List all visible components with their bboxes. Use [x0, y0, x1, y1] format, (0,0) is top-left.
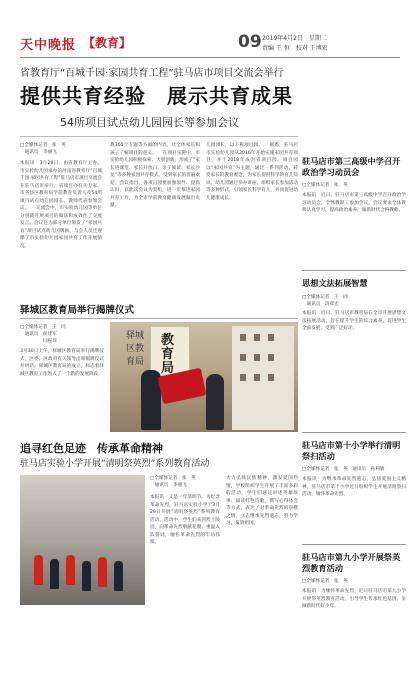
sidebar-byline-3: □全媒体记者 张 英 通讯员 孙利敏: [302, 467, 385, 472]
calligraphy-plaque: 驿城区教育局: [126, 331, 145, 367]
office-sign-text: 教育局: [161, 333, 175, 376]
sidebar-divider: [302, 432, 406, 433]
lead-headline: 提供共育经验 展示共育成果: [20, 84, 293, 108]
lead-subheadline: 54所项目试点幼儿园园长等参加会议: [60, 116, 239, 129]
section3-column-1: 本报讯 又是一年清明节。为纪念革命先烈，驻马店实验小学于3月29日开展“清明祭英烈”系列教育活动。活动中，学生们来到烈士陵园，向革命先烈敬献花圈，重温入队誓词，缅怀革命先烈的丰功伟绩。: [150, 495, 220, 545]
sidebar-headline-1: 驻马店市第三高级中学召开政治学习动员会: [302, 156, 401, 177]
sidebar-divider: [302, 270, 406, 271]
student-figure: [34, 555, 43, 585]
section3-headline: 追寻红色足迹 传承革命精神: [20, 442, 163, 455]
section2-byline: □全媒体记者 王 同 通讯员 侯建军 闫振琼: [20, 325, 66, 344]
building-background: [232, 326, 294, 430]
lead-kicker: 省教育厅“百城千园·家园共育工程”驻马店市项目交流会举行: [20, 68, 284, 79]
lead-column-1: 本报讯 3月28日，由省教育厅主办、市实验幼儿园承办的河南省教育厅“百城千园·家园共育工程”驻马店市项目交流会在驻马店市举行，省项目办有关专家、市各县区教育局学前教育负责人及54所项目试点幼儿园园长、教师代表参加会议。 交流会中，市实验幼儿园等单位分别就开展项目的做法和成效作了交流发言。会议还为部分单位颁发了“家园共育”项目试点幼儿园牌匾，与会人员还观摩了市实验幼儿园家园共育工作开展情况。: [20, 161, 102, 249]
section3-subheadline: 驻马店实验小学开展“清明祭英烈”系列教育活动: [20, 459, 210, 469]
sidebar-body-1: 本报讯 近日，驻马店市第三高级中学召开政治学习动员会，全体教职工参加会议。会议要求全体教师认真学习，提高政治素养，做新时代合格教师。: [302, 193, 406, 213]
student-figure: [66, 555, 75, 585]
ceremony-photo: [20, 475, 145, 605]
window: [240, 374, 246, 381]
window: [240, 334, 246, 341]
window: [240, 354, 246, 361]
sidebar-byline-1: □全媒体记者 张 英: [302, 183, 348, 188]
sidebar-body-2: 本报讯 近日，驻马店市教育局在全市开展思想文法拓展活动，旨在提升学生的综合素养，促进学生全面发展，受到广泛好评。: [302, 311, 406, 331]
section3-column-2: 大力弘扬民族精神，激发爱国热情，学校组织学生开展了丰富多彩的活动。学生们通过讲述英雄故事、诵读红色诗歌、撰写心得体会等方式，表达了对革命先烈的崇敬之情，立志继承先烈遗志，努力学习，报效祖国。: [226, 476, 298, 526]
sidebar-headline-3: 驻马店市第十小学举行清明祭扫活动: [302, 440, 401, 461]
section-tag: 【教育】: [83, 36, 132, 50]
news-sidebar: [302, 150, 406, 670]
section2-divider: [20, 318, 298, 319]
sidebar-body-3: 本报讯 为继承革命先烈遗志，弘扬爱国主义精神，驻马店市第十小学近日组织学生开展清明祭扫活动，缅怀革命先烈。: [302, 477, 406, 497]
section3-byline: □全媒体记者 张 英 通讯员 李丽飞: [150, 476, 196, 488]
lead-column-3: 儿园园长，以下称项目园。 据悉，驻马店市实验幼儿园从2016年开始实施家园共育项目，并于2018年成为省项目园。项目园以“家园共育”为主题，通过一系列活动，转变家长的教育观念，为家长提供科学的育儿知识。幼儿园通过举办讲座、组织家长参加活动等多种形式，引领家长科学育儿，共同促进幼儿健康成长。: [206, 143, 298, 201]
issue-date: 2019年4月2日 星期二: [262, 35, 327, 42]
lead-byline: □全媒体记者 张 英 通讯员 李丽飞: [20, 143, 66, 155]
official-figure: [206, 374, 224, 430]
section2-headline: 驿城区教育局举行揭牌仪式: [20, 305, 135, 316]
window: [268, 334, 274, 341]
student-figure: [98, 557, 107, 587]
masthead: [0, 0, 415, 60]
window: [254, 374, 260, 381]
lead-divider: [20, 136, 298, 137]
window: [268, 374, 274, 381]
newspaper-logo: 天中晚报: [20, 38, 77, 53]
sidebar-byline-4: □全媒体记者 张 英: [302, 579, 348, 584]
sidebar-divider: [302, 544, 406, 545]
editor-credits: 责编 王 恒 校对 王博宏: [262, 45, 328, 52]
student-figure: [114, 561, 123, 591]
student-figure: [50, 559, 59, 589]
window: [254, 354, 260, 361]
lead-column-2: 教365个专题等方面的内容，让全体家长和孩子了解项目的意义。 在项目实施中，市实验幼儿园积极探索、大胆创新，形成了“家长进课堂、家长开放日、亲子阅读、家长沙龙”等多种家园共育模式，受到家长的普遍欢迎。会议指出，各项目园要加强领导、提高认识，以此次会议为契机，进一步推进家园共育工作，为全市学前教育健康发展做出贡献。: [110, 143, 200, 208]
window: [268, 354, 274, 361]
sidebar-body-4: 本报讯 为缅怀革命先烈，近日驻马店市第九小学开展祭英烈教育活动，引导学生传承红色基因，争做新时代好少年。: [302, 589, 406, 609]
sidebar-headline-4: 驻马店市第九小学开展祭英烈教育活动: [302, 552, 401, 573]
window: [254, 334, 260, 341]
student-figure: [82, 561, 91, 591]
sidebar-byline-2: □全媒体记者 王 同 通讯员 段郑宏: [302, 295, 348, 307]
sidebar-headline-2: 思想文法拓展智慧: [302, 278, 368, 288]
section2-body: 3月30日上午，驿城区教育局举行揭牌仪式，区委、区政府有关领导出席揭牌仪式并讲话。驿城区教育局的成立，标志着驿城区教育工作进入了一个新的发展阶段。: [20, 349, 104, 377]
masthead-divider: [20, 57, 400, 58]
page-number: 09: [238, 32, 262, 52]
